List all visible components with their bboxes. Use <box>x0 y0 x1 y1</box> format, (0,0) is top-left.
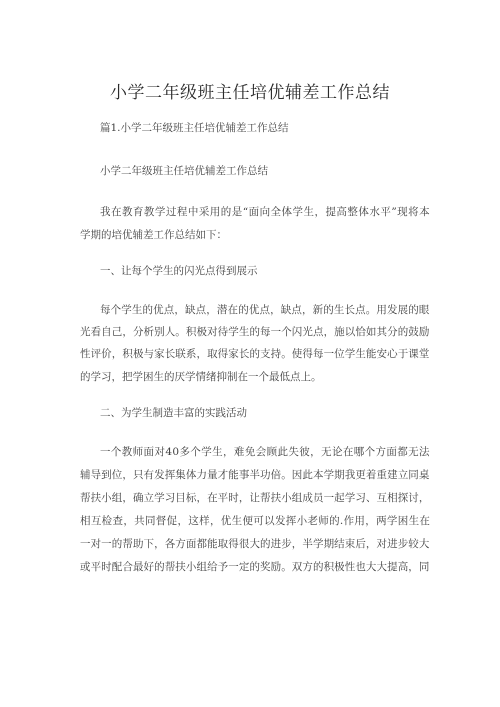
paragraph-line: 性评价，积极与家长联系，取得家长的支持。使得每一位学生能安心于课堂 <box>80 348 430 360</box>
subtitle-line: 小学二年级班主任培优辅差工作总结 <box>100 165 268 177</box>
section-heading: 二、为学生制造丰富的实践活动 <box>100 407 247 419</box>
paragraph-line: 一个教师面对40多个学生，难免会顾此失彼，无论在哪个方面都无法 <box>100 446 430 458</box>
document-title: 小学二年级班主任培优辅差工作总结 <box>110 83 390 103</box>
section-heading: 一、让每个学生的闪光点得到展示 <box>100 265 258 277</box>
paragraph-line: 辅导到位，只有发挥集体力量才能事半功倍。因此本学期我更着重建立同桌 <box>80 469 430 481</box>
paragraph-line: 学期的培优辅差工作总结如下： <box>80 229 227 241</box>
paragraph-line: 或平时配合最好的帮扶小组给予一定的奖励。双方的积极性也大大提高，同 <box>80 561 430 573</box>
paragraph-line: 光看自己，分析别人。积极对待学生的每一个闪光点，施以恰如其分的鼓励 <box>80 326 430 338</box>
paragraph-line: 的学习，把学困生的厌学情绪抑制在一个最低点上。 <box>80 371 322 383</box>
paragraph-line: 帮扶小组，确立学习目标，在平时，让帮扶小组成员一起学习、互相探讨， <box>80 492 430 504</box>
section-heading: 篇1.小学二年级班主任培优辅差工作总结 <box>100 122 289 134</box>
paragraph-line: 每个学生的优点，缺点，潜在的优点，缺点，新的生长点。用发展的眼 <box>100 304 430 316</box>
paragraph-line: 相互检查，共同督促，这样，优生便可以发挥小老师的.作用，两学困生在 <box>80 515 431 527</box>
paragraph-line: 一对一的帮助下，各方面都能取得很大的进步，半学期结束后，对进步较大 <box>80 538 430 550</box>
paragraph-line: 我在教育教学过程中采用的是“面向全体学生，提高整体水平”现将本 <box>100 206 431 218</box>
